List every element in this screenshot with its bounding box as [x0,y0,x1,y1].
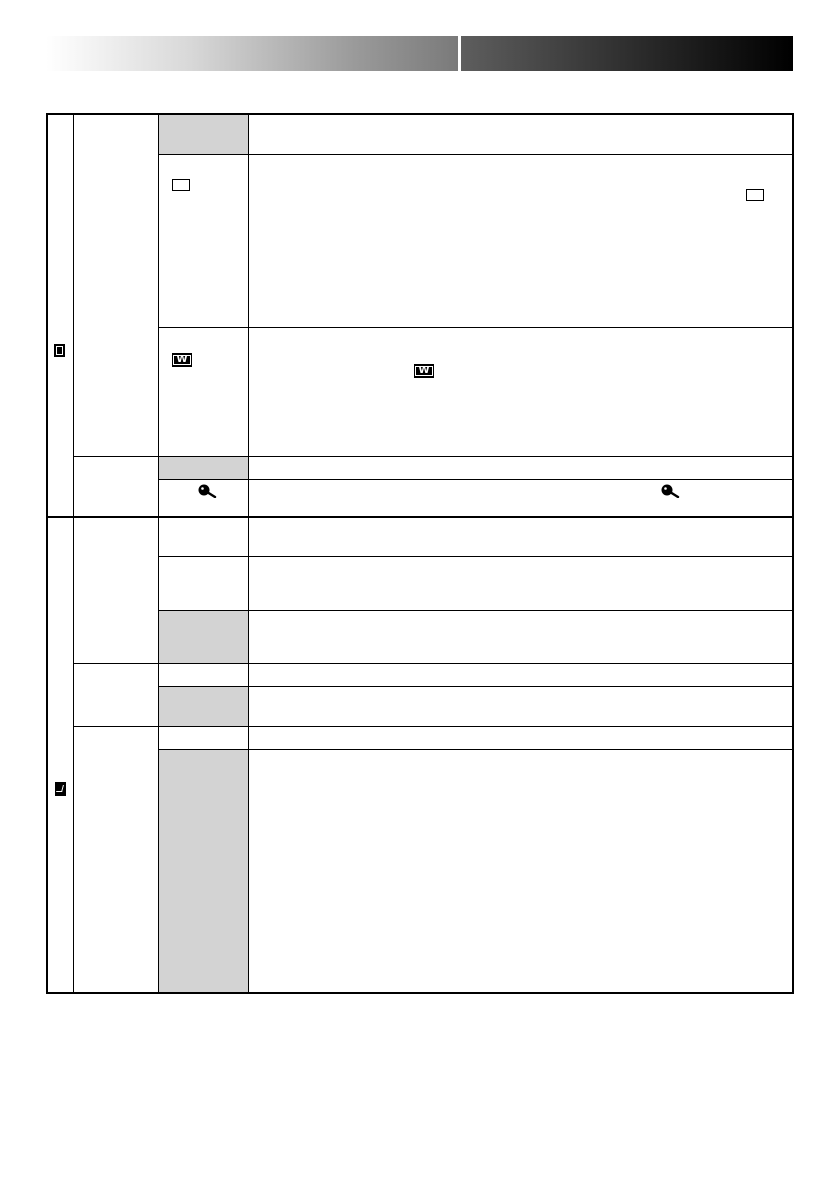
box-frame-icon [172,179,190,191]
row-line [158,479,794,480]
group-line [73,726,794,727]
section-divider [46,516,794,518]
settings-table [46,113,794,994]
box-frame-icon [746,189,764,201]
w-wide-icon: W [414,364,434,378]
w-wide-icon: W [172,353,192,367]
group-line [73,456,794,457]
row-line [158,610,794,611]
header-gradient-right [461,36,793,71]
group-line [73,663,794,664]
row-line [158,154,794,155]
row-line [158,686,794,687]
row-line [158,327,794,328]
m-badge-icon [54,344,65,357]
column-line [248,113,249,994]
row-line [158,556,794,557]
column-line [158,113,159,994]
n-badge-icon [55,782,66,796]
column-line [73,113,74,994]
mic-icon [198,484,218,498]
row-line [158,749,794,750]
mic-icon [661,484,681,498]
header-gradient-left [46,36,458,71]
